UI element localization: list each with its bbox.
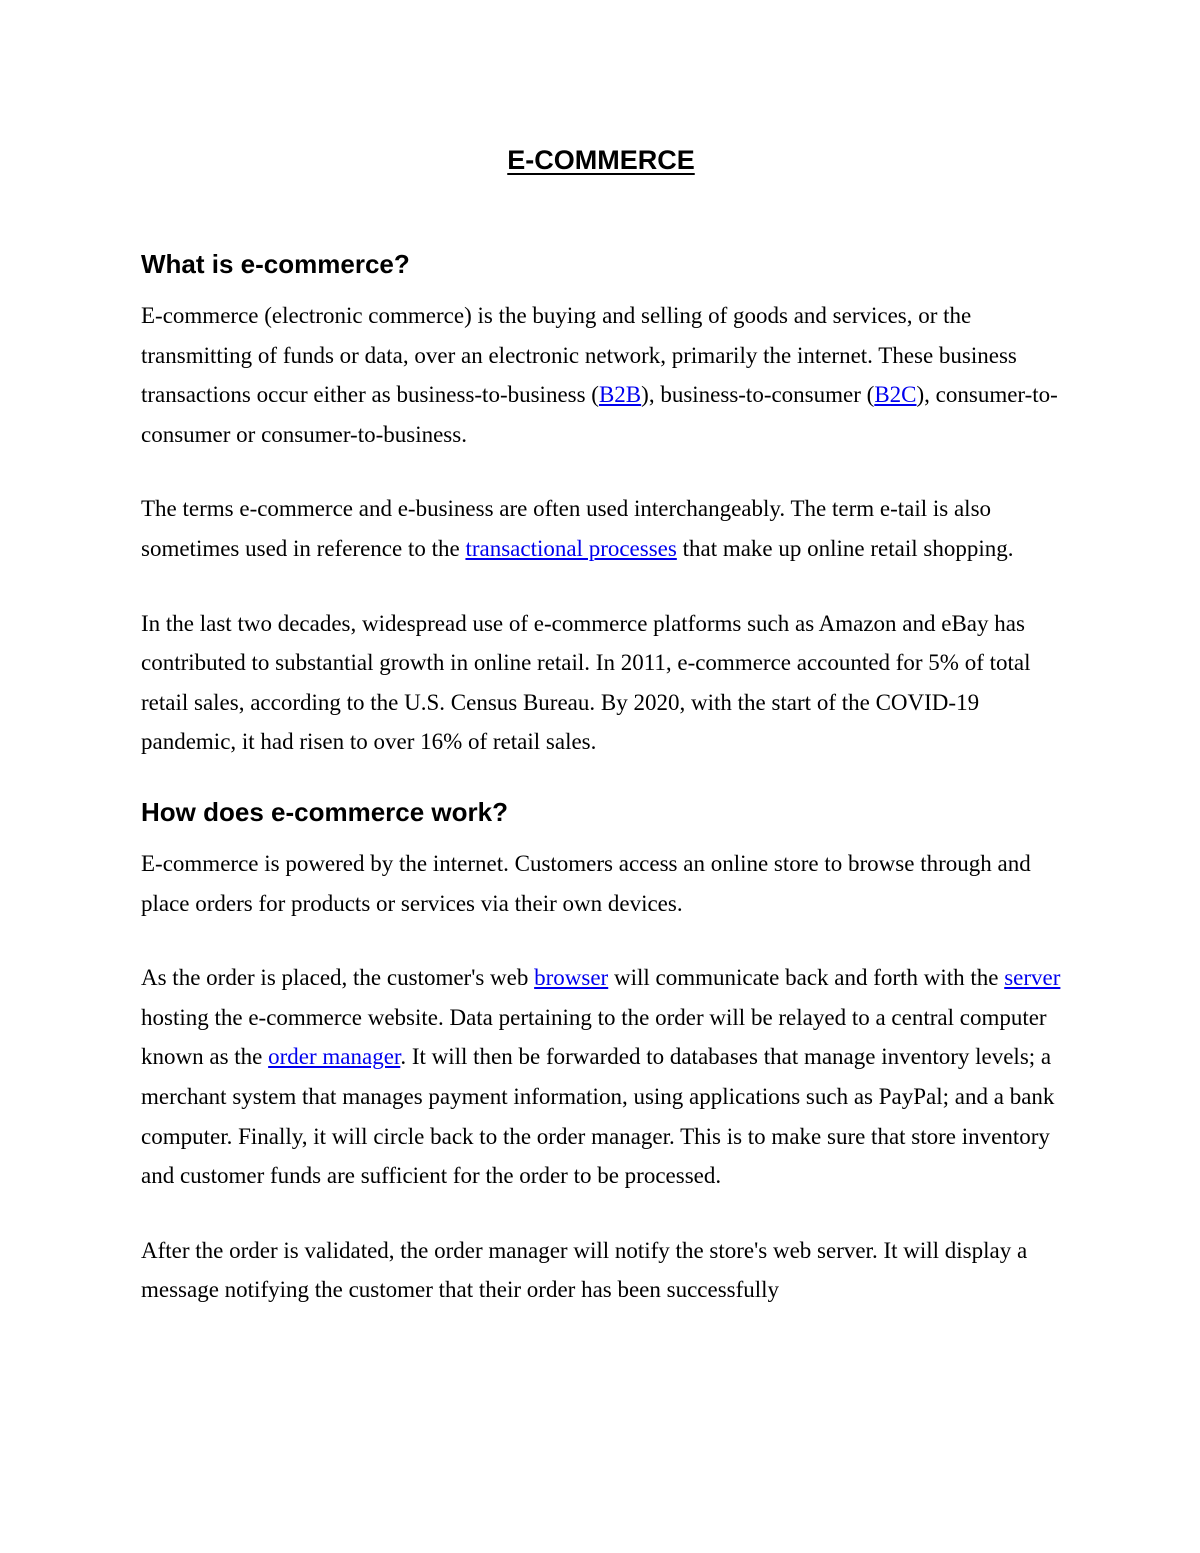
paragraph-powered-by-internet: E-commerce is powered by the internet. Customers access an online store to browse through and place orders for products or services via their own devices. xyxy=(141,850,1031,916)
paragraph-text: hosting the e-commerce website. Data pertaining to the order will be relayed to a central computer known as the xyxy=(141,1004,1047,1070)
section-heading-what-is: What is e-commerce? xyxy=(141,249,410,279)
link-order-manager[interactable]: order manager xyxy=(268,1044,401,1070)
paragraph-text: E-commerce (electronic commerce) is the buying and selling of goods and services, or the transmitting of funds or data, over an electronic network, primarily the internet. These business transactions occur either as business-to-business ( xyxy=(141,303,1017,408)
link-b2c[interactable]: B2C xyxy=(874,382,917,408)
link-transactional-processes[interactable]: transactional processes xyxy=(465,535,677,561)
paragraph-text: ), consumer-to-consumer or consumer-to-business. xyxy=(141,382,1058,447)
link-b2b[interactable]: B2B xyxy=(598,382,642,408)
paragraph-text: . It will then be forwarded to databases that manage inventory levels; a merchant system that manages payment information, using applications such as PayPal; and a bank computer. Finally, it will circle back to the order manager. This is to make sure that store inventory and customer funds are sufficient for the order to be processed. xyxy=(141,1044,1055,1189)
section-heading-how-it-works: How does e-commerce work? xyxy=(141,796,508,827)
link-browser[interactable]: browser xyxy=(534,965,609,991)
paragraph-text: ), business-to-consumer ( xyxy=(641,382,875,408)
paragraph-growth: In the last two decades, widespread use of e-commerce platforms such as Amazon and eBay has contributed to substantial growth in online retail. In 2011, e-commerce accounted for 5% of total retail sales, according to the U.S. Census Bureau. By 2020, with the start of the COVID-19 pandemic, it had risen to over 16% of retail sales. xyxy=(141,610,1031,755)
link-server[interactable]: server xyxy=(1004,965,1061,991)
paragraph-terms xyxy=(141,489,1061,568)
paragraph-text: As the order is placed, the customer's web xyxy=(141,965,535,991)
document-title: E-COMMERCE xyxy=(507,145,695,175)
paragraph-order-flow xyxy=(141,958,1061,1196)
paragraph-definition xyxy=(141,296,1061,454)
paragraph-order-validated: After the order is validated, the order manager will notify the store's web server. It will display a message notifying the customer that their order has been successfully xyxy=(141,1237,1028,1303)
paragraph-text: will communicate back and forth with the xyxy=(608,965,1005,991)
document-body xyxy=(141,140,1061,1310)
paragraph-text: that make up online retail shopping. xyxy=(676,535,1014,561)
paragraph-text: The terms e-commerce and e-business are often used interchangeably. The term e-tail is also sometimes used in reference to the xyxy=(141,496,992,561)
